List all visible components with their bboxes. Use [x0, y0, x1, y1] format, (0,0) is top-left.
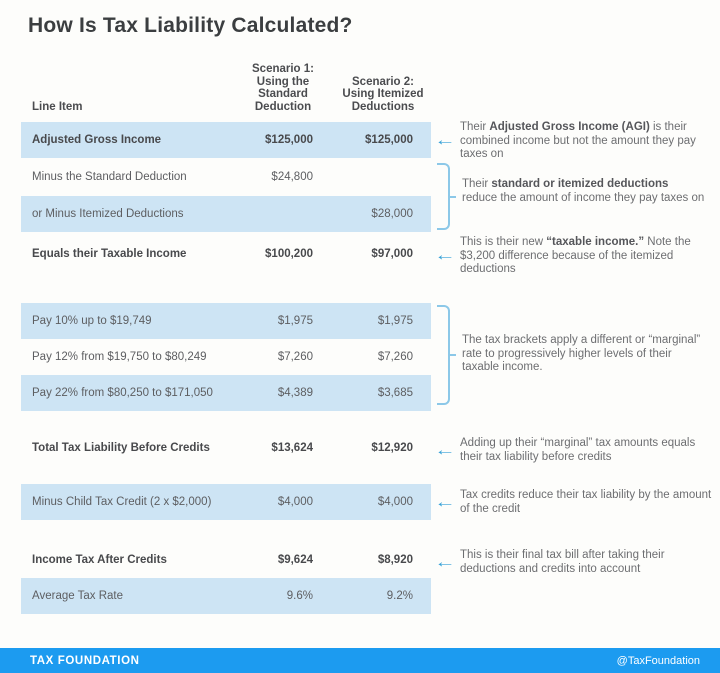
annotation-text: Tax credits reduce their tax liability by the amount of the credit	[460, 489, 712, 515]
footer-bar	[0, 648, 720, 673]
header-line: Scenario 1:	[252, 63, 314, 75]
row-value-scenario1: $13,624	[271, 442, 313, 454]
header-line: Deductions	[351, 100, 415, 113]
row-value-scenario2: $28,000	[371, 208, 413, 220]
row-label: Average Tax Rate	[32, 590, 123, 602]
header-line: Using the	[256, 75, 310, 88]
row-label: Total Tax Liability Before Credits	[32, 442, 210, 454]
table-row-income-tax-after-credits	[21, 542, 431, 578]
annotation-text: This is their final tax bill after taking their deductions and credits into account	[460, 549, 665, 575]
bracket-icon	[437, 163, 450, 230]
annotation-taxable-income	[434, 236, 712, 277]
annotation-text: Their	[462, 178, 492, 190]
annotation-text: reduce the amount of income they pay taxes on	[462, 191, 705, 204]
left-arrow-icon: ←	[434, 441, 456, 459]
row-value-scenario1: $9,624	[277, 554, 313, 566]
column-header-line-item: Line Item	[32, 100, 83, 113]
annotation-text: This is their new	[460, 236, 547, 248]
annotation-agi	[434, 121, 712, 162]
column-header-scenario1	[233, 63, 333, 113]
table-row-agi	[21, 122, 431, 158]
annotation-total-liability	[434, 437, 712, 464]
table-row-taxable-income	[21, 236, 431, 272]
row-value-scenario2: $97,000	[371, 248, 413, 260]
column-header-scenario2	[333, 76, 433, 114]
row-value-scenario1: $100,200	[265, 248, 313, 260]
brand-name: TAX FOUNDATION	[30, 654, 140, 667]
annotation-text-bold: standard or itemized deductions	[491, 178, 669, 190]
row-value-scenario1: $4,389	[277, 387, 313, 399]
table-header-row	[21, 58, 431, 118]
row-value-scenario2: $1,975	[377, 315, 413, 327]
row-value-scenario2: $12,920	[371, 442, 413, 454]
annotation-text: Adding up their “marginal” tax amounts equals their tax liability before credits	[460, 437, 696, 463]
row-value-scenario2: $8,920	[377, 554, 413, 566]
header-line: Deduction	[254, 100, 312, 113]
table-row-bracket-12	[21, 339, 431, 375]
table-row-bracket-10	[21, 303, 431, 339]
table-row-average-tax-rate	[21, 578, 431, 614]
header-line: Using Itemized	[342, 88, 424, 100]
row-value-scenario2: 9.2%	[386, 590, 413, 602]
annotation-text: Their	[460, 121, 490, 133]
row-value-scenario1: $125,000	[265, 134, 313, 146]
page-title: How Is Tax Liability Calculated?	[28, 14, 353, 37]
row-label: or Minus Itemized Deductions	[32, 208, 184, 220]
row-value-scenario2: $125,000	[365, 134, 413, 146]
annotation-text: Note the $3,200 difference because of the itemized deductions	[460, 236, 691, 275]
row-label: Income Tax After Credits	[32, 554, 167, 566]
left-arrow-icon: ←	[434, 553, 456, 571]
row-value-scenario2: $3,685	[377, 387, 413, 399]
twitter-handle: @TaxFoundation	[616, 654, 700, 667]
bracket-icon	[437, 305, 450, 405]
row-value-scenario1: $1,975	[277, 315, 313, 327]
row-value-scenario1: 9.6%	[286, 590, 313, 602]
annotation-text: is their combined income but not the amount they pay taxes on	[460, 121, 696, 160]
annotation-tax-credits	[434, 489, 712, 516]
left-arrow-icon: ←	[434, 247, 456, 265]
left-arrow-icon: ←	[434, 493, 456, 511]
annotation-text-bold: “taxable income.”	[546, 236, 645, 248]
header-line: Scenario 2:	[352, 75, 414, 88]
left-arrow-icon: ←	[434, 132, 456, 150]
row-label: Minus Child Tax Credit (2 x $2,000)	[32, 496, 212, 508]
row-value-scenario1: $24,800	[271, 171, 313, 183]
table-row-itemized-deductions	[21, 196, 431, 232]
annotation-text-bold: Adjusted Gross Income (AGI)	[489, 121, 650, 133]
table-row-child-tax-credit	[21, 484, 431, 520]
row-value-scenario1: $4,000	[277, 496, 313, 508]
annotation-final-tax-bill	[434, 549, 712, 576]
annotation-text: The tax brackets apply a different or “marginal” rate to progressively higher levels of their taxable income.	[462, 334, 701, 373]
row-label: Pay 10% up to $19,749	[32, 315, 152, 327]
row-label: Adjusted Gross Income	[32, 134, 162, 146]
table-row-standard-deduction	[21, 159, 431, 195]
row-label: Pay 22% from $80,250 to $171,050	[32, 387, 213, 399]
row-value-scenario2: $7,260	[377, 351, 413, 363]
header-line: Standard	[258, 88, 308, 100]
table-row-bracket-22	[21, 375, 431, 411]
row-value-scenario2: $4,000	[377, 496, 413, 508]
annotation-deductions	[462, 178, 706, 205]
row-label: Pay 12% from $19,750 to $80,249	[32, 351, 207, 363]
row-label: Minus the Standard Deduction	[32, 171, 187, 183]
row-value-scenario1: $7,260	[277, 351, 313, 363]
annotation-tax-brackets	[462, 334, 706, 375]
row-label: Equals their Taxable Income	[32, 248, 187, 260]
table-row-total-liability	[21, 430, 431, 466]
